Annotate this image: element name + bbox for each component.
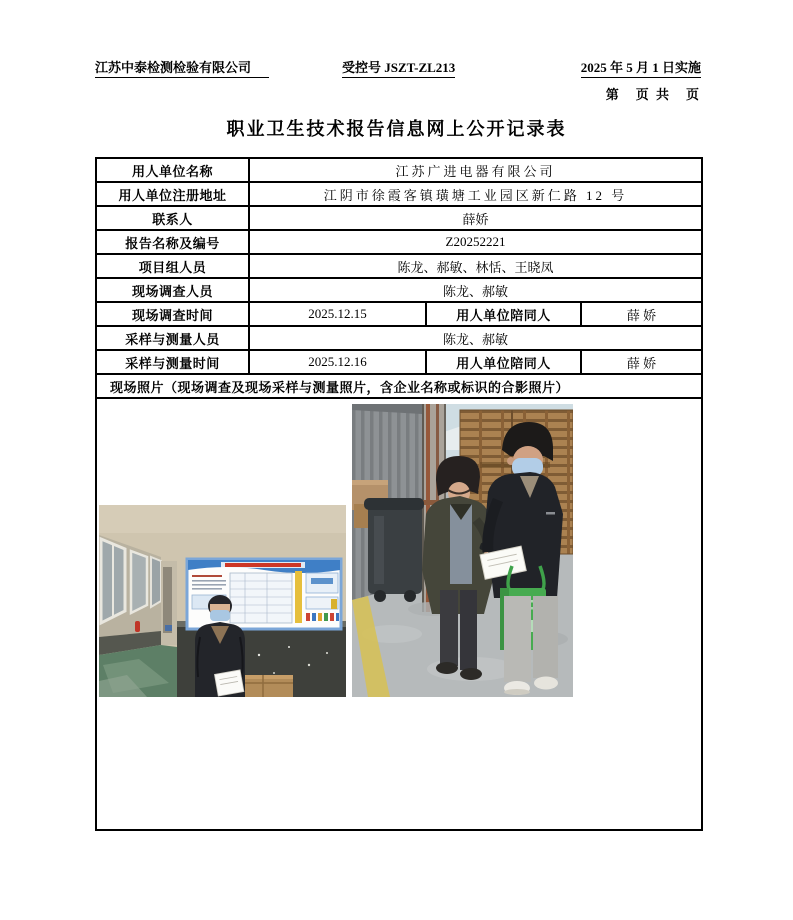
- site-photo-survey: [99, 505, 346, 697]
- header-page-number-line: 第 页 共 页: [605, 87, 701, 102]
- table-row: [96, 158, 702, 182]
- trash-bin: [364, 498, 424, 602]
- document-title: 职业卫生技术报告信息网上公开记录表: [226, 119, 567, 139]
- header-company-name: 江苏中泰检测检验有限公司: [95, 57, 269, 78]
- corridor-end: [161, 561, 177, 645]
- table-row: [96, 326, 702, 350]
- row-value-date: 2025.12.16: [249, 350, 426, 374]
- row-label: 采样与测量人员: [96, 326, 249, 350]
- row-value: 江苏广进电器有限公司: [249, 158, 702, 182]
- table-row: [96, 398, 702, 830]
- bulletin-board: [187, 559, 341, 629]
- fire-extinguisher: [135, 621, 140, 632]
- table-row: [96, 278, 702, 302]
- row-label: 用人单位注册地址: [96, 182, 249, 206]
- row-value: 陈龙、郝敏: [249, 278, 702, 302]
- row-label-escort: 用人单位陪同人: [426, 302, 581, 326]
- record-table: [95, 157, 703, 831]
- table-row: [96, 254, 702, 278]
- table-row: [96, 230, 702, 254]
- row-value: 薛娇: [249, 206, 702, 230]
- row-label: 项目组人员: [96, 254, 249, 278]
- hallway-scene-graphic: [99, 505, 346, 697]
- row-label: 报告名称及编号: [96, 230, 249, 254]
- row-label: 采样与测量时间: [96, 350, 249, 374]
- table-row: [96, 302, 702, 326]
- row-label: 用人单位名称: [96, 158, 249, 182]
- row-value-date: 2025.12.15: [249, 302, 426, 326]
- row-value: 陈龙、郝敏、林恬、王晓凤: [249, 254, 702, 278]
- row-value-escort-name: 薛 娇: [581, 302, 702, 326]
- header-implement-date: 2025 年 5 月 1 日实施: [581, 57, 701, 78]
- row-label-escort: 用人单位陪同人: [426, 350, 581, 374]
- site-photo-sampling: [352, 404, 573, 697]
- row-label: 现场调查时间: [96, 302, 249, 326]
- table-row: [96, 206, 702, 230]
- row-label: 现场调查人员: [96, 278, 249, 302]
- table-row: [96, 182, 702, 206]
- header-control-number: 受控号 JSZT-ZL213: [342, 57, 455, 78]
- photos-cell: [96, 398, 702, 830]
- table-row: [96, 350, 702, 374]
- row-value-escort-name: 薛 娇: [581, 350, 702, 374]
- table-row: [96, 374, 702, 398]
- row-value: 江阴市徐霞客镇璜塘工业园区新仁路 12 号: [249, 182, 702, 206]
- row-label: 联系人: [96, 206, 249, 230]
- warehouse-scene-graphic: [352, 404, 573, 697]
- row-value: 陈龙、郝敏: [249, 326, 702, 350]
- photos-caption: 现场照片（现场调查及现场采样与测量照片，含企业名称或标识的合影照片）: [96, 374, 702, 398]
- row-value: Z20252221: [249, 230, 702, 254]
